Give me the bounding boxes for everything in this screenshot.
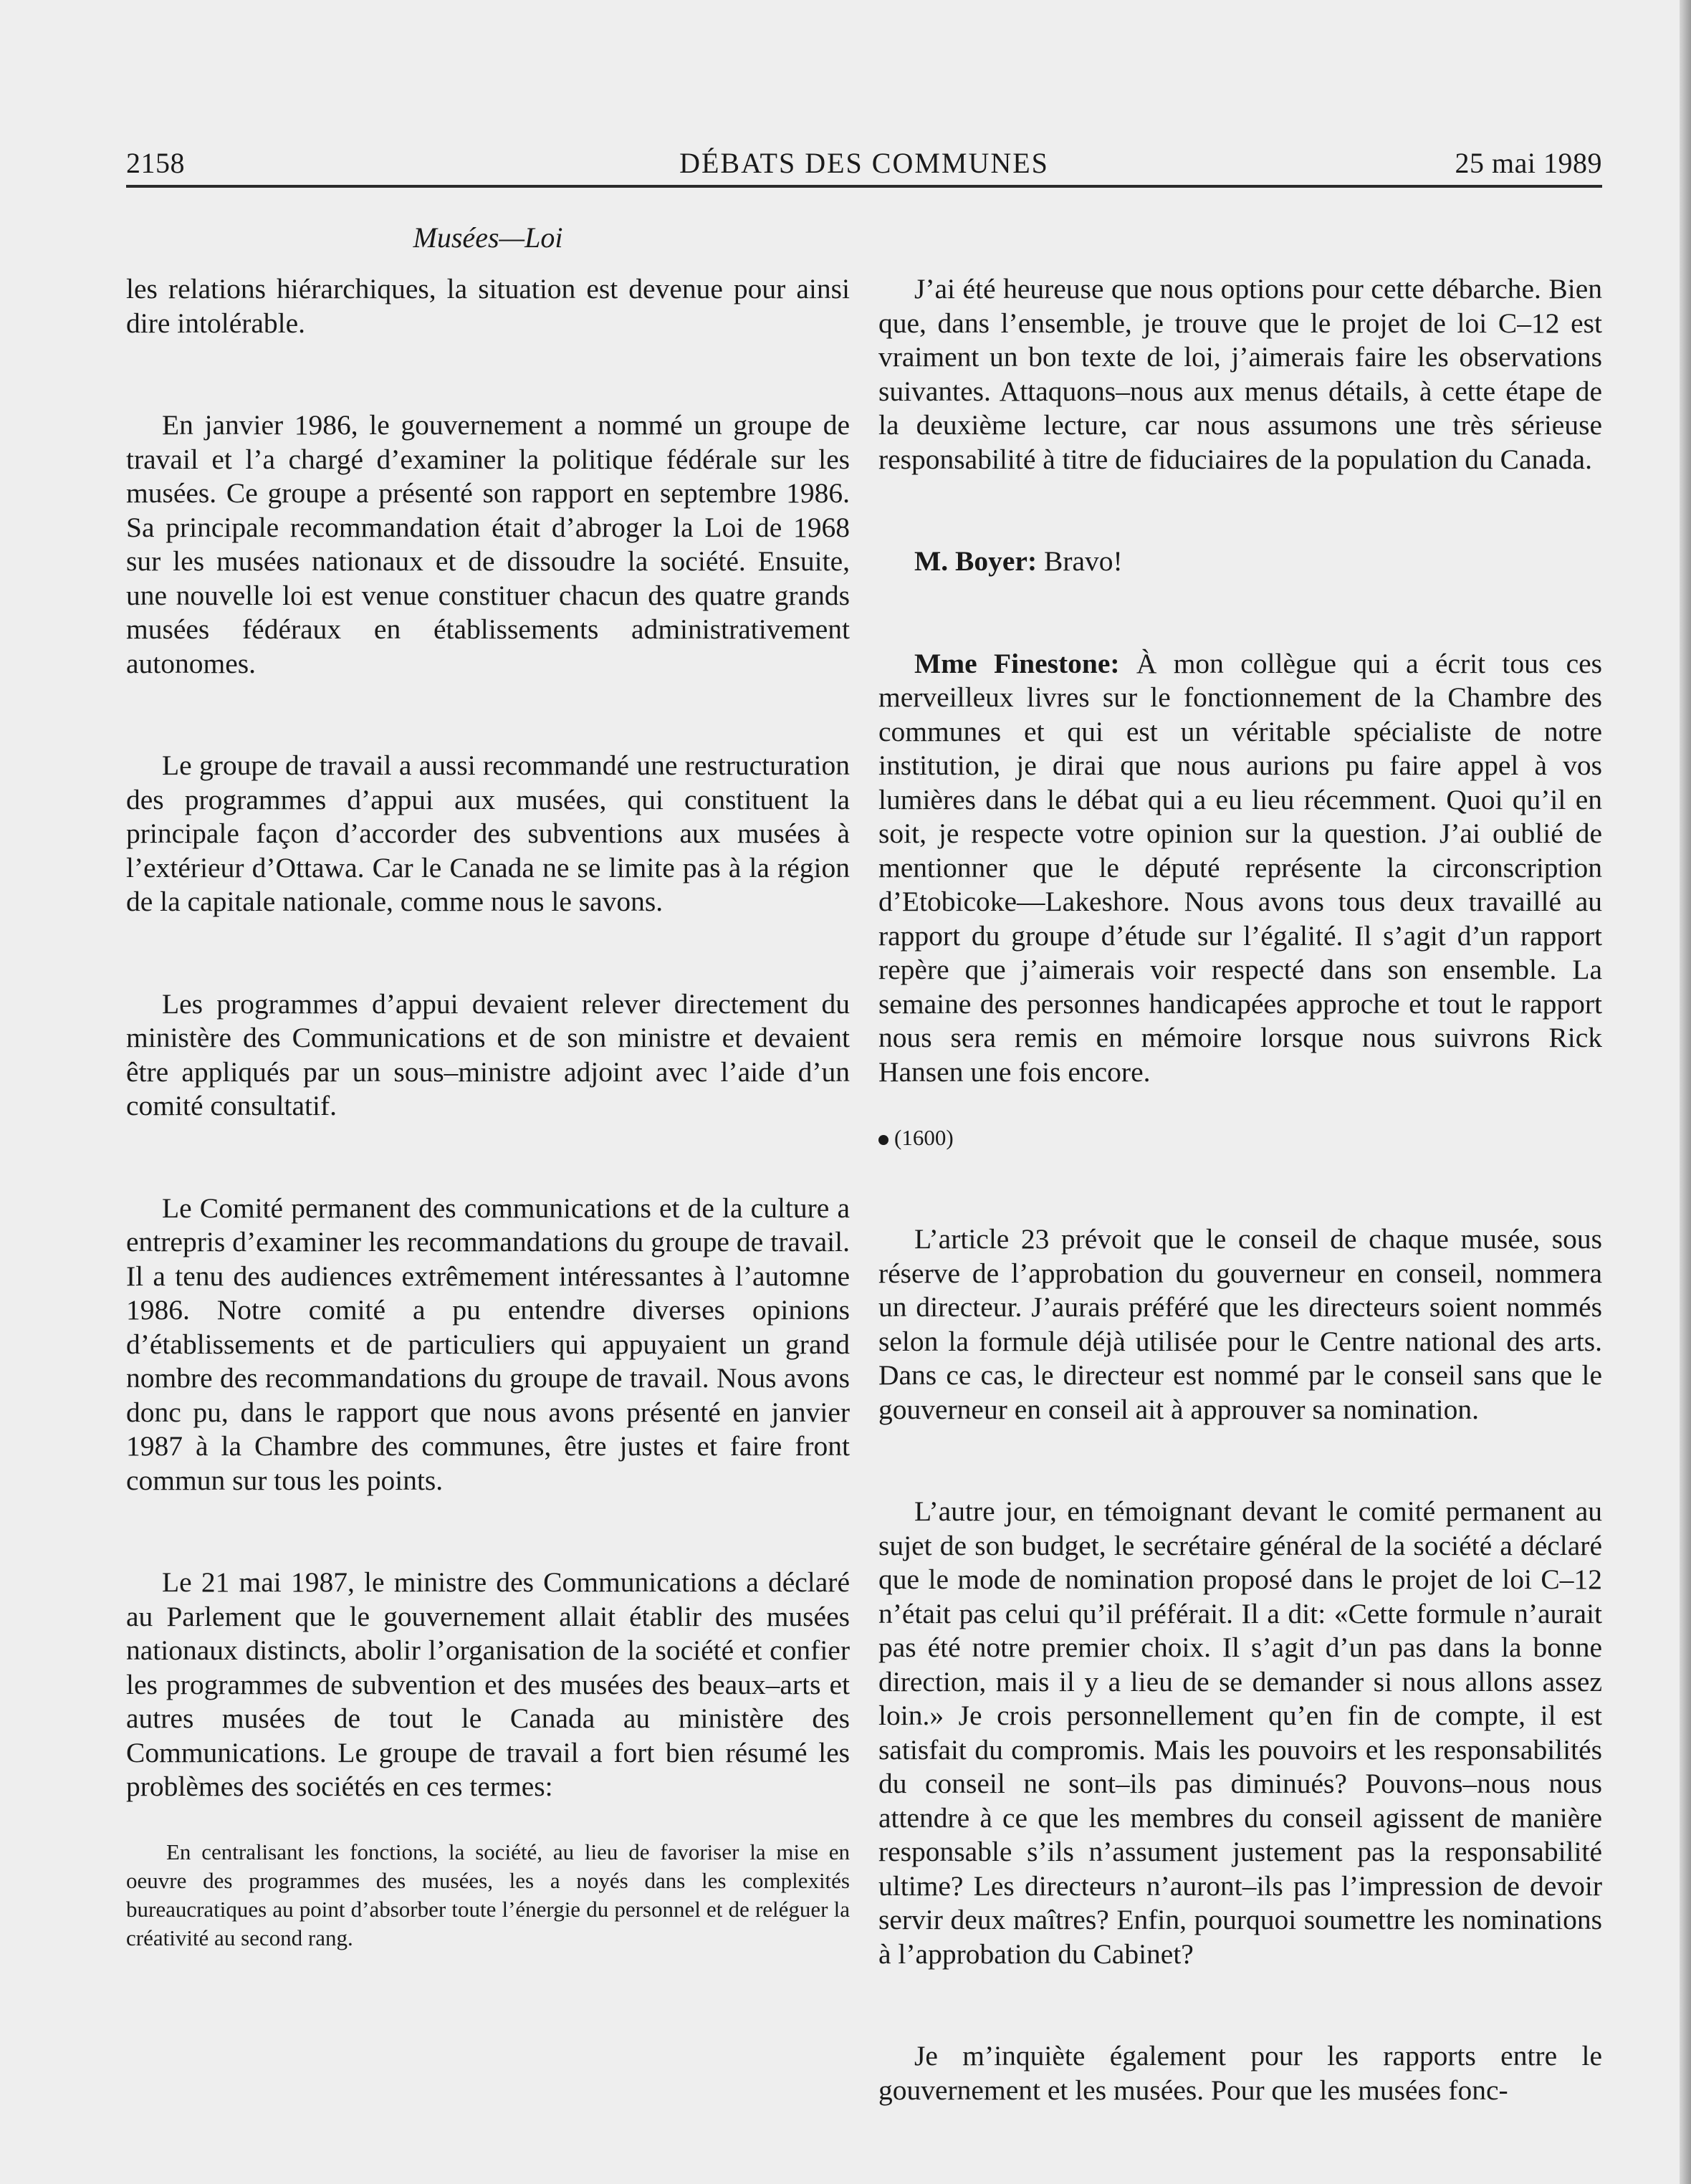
paragraph: Les programmes d’appui devaient relever directement du ministère des Communications et de son ministre et devaient être appliqués par un sous–ministre adjoint avec l’aide d’un comité consultatif. [126, 987, 850, 1121]
bullet-icon [878, 1135, 888, 1145]
page-edge-shadow [1680, 0, 1691, 2184]
timestamp-text: (1600) [894, 1125, 954, 1150]
timestamp [878, 1124, 1602, 1152]
paragraph: Je m’inquiète également pour les rapports entre le gouvernement et les musées. Pour que les musées fonc- [878, 2040, 1602, 2106]
speaker-name: Mme Finestone: [914, 647, 1120, 679]
speech-text: Bravo! [1043, 545, 1123, 577]
speech-text: À mon collègue qui a écrit tous ces merveilleux livres sur le fonctionnement de la Chambre des communes et qui est un véritable spécialiste de notre institution, je dirai que nous aurions pu faire appel à vos lumières dans le débat qui a eu lieu récemment. Quoi qu’il en soit, je respecte votre opinion sur la question. J’ai oublié de mentionner que le député représente la circonscription d’Etobicoke—Lakeshore. Nous avons tous deux travaillé au rapport du groupe d’étude sur l’égalité. Il s’agit d’un rapport repère que j’aimerais voir respecté dans son ensemble. La semaine des personnes handicapées approche et tout le rapport nous sera remis en mémoire lorsque nous suivrons Rick Hansen une fois encore. [878, 647, 1603, 1088]
speaker-name: M. Boyer: [914, 545, 1038, 577]
right-column [878, 272, 1602, 2107]
block-quote [126, 1838, 850, 1953]
page-header [126, 140, 1602, 186]
paragraph: Le 21 mai 1987, le ministre des Communications a déclaré au Parlement que le gouvernement allait établir des musées nationaux distincts, abolir l’organisation de la société et confier les programmes de subvention et des musées des beaux–arts et autres musées de tout le Canada au ministère des Communications. Le groupe de travail a fort bien résumé les problèmes des sociétés en ces termes: [126, 1566, 850, 1802]
paragraph: Le Comité permanent des communications et de la culture a entrepris d’examiner les recommandations du groupe de travail. Il a tenu des audiences extrêmement intéressantes à l’automne 1986. Notre comité a pu entendre diverses opinions d’établissements et de particuliers qui appuyaient un grand nombre des recommandations du groupe de travail. Nous avons donc pu, dans le rapport que nous avons présenté en janvier 1987 à la Chambre des communes, être justes et faire front commun sur tous les points. [126, 1192, 850, 1496]
paragraph: L’article 23 prévoit que le conseil de chaque musée, sous réserve de l’approbation du gouverneur en conseil, nommera un directeur. J’aurais préféré que les directeurs soient nommés selon la formule déjà utilisée pour le Centre national des arts. Dans ce cas, le directeur est nommé par le conseil sans que le gouverneur en conseil ait à approuver sa nomination. [878, 1223, 1602, 1425]
running-head: Musées—Loi [413, 221, 563, 254]
header-rule [126, 185, 1602, 188]
speech-boyer [878, 545, 1602, 579]
paragraph: En janvier 1986, le gouvernement a nommé un groupe de travail et l’a chargé d’examiner la politique fédérale sur les musées. Ce groupe a présenté son rapport en septembre 1986. Sa principale recommandation était d’abroger la Loi de 1968 sur les musées nationaux et de dissoudre la société. Ensuite, une nouvelle loi est venue constituer chacun des quatre grands musées fédéraux en établissements administrativement autonomes. [126, 409, 850, 679]
paragraph: J’ai été heureuse que nous options pour cette débarche. Bien que, dans l’ensemble, je trouve que le projet de loi C–12 est vraiment un bon texte de loi, j’aimerais faire les observations suivantes. Attaquons–nous aux menus détails, à cette étape de la deuxième lecture, car nous assumons une très sérieuse responsabilité à titre de fiduciaires de la population du Canada. [878, 273, 1602, 475]
page-number: 2158 [126, 147, 185, 179]
left-column [126, 272, 850, 1953]
quote-text: En centralisant les fonctions, la société, au lieu de favoriser la mise en oeuvre des programmes des musées, les a noyés dans les complexités bureaucratiques au point d’absorber toute l’énergie du personnel et de reléguer la créativité au second rang. [126, 1839, 850, 1950]
paragraph: L’autre jour, en témoignant devant le comité permanent au sujet de son budget, le secrétaire général de la société a déclaré que le mode de nomination proposé dans le projet de loi C–12 n’était pas celui qu’il préférait. Il a dit: «Cette formule n’aurait pas été notre premier choix. Il s’agit d’un pas dans la bonne direction, mais il y a lieu de se demander si nous allons assez loin.» Je crois personnellement qu’en fin de compte, il est satisfait du compromis. Mais les pouvoirs et les responsabilités du conseil ne sont–ils pas diminués? Pouvons–nous nous attendre à ce que les membres du conseil agissent de manière responsable s’ils n’assument justement pas la responsabilité ultime? Les directeurs n’auront–ils pas l’impression de devoir servir deux maîtres? Enfin, pourquoi soumettre les nominations à l’approbation du Cabinet? [878, 1495, 1602, 1970]
speech-finestone [878, 647, 1602, 1090]
paragraph: Le groupe de travail a aussi recommandé une restructuration des programmes d’appui aux musées, qui constituent la principale façon d’accorder des subventions aux musées à l’extérieur d’Ottawa. Car le Canada ne se limite pas à la région de la capitale nationale, comme nous le savons. [126, 749, 850, 917]
paragraph: les relations hiérarchiques, la situation est devenue pour ainsi dire intolérable. [126, 273, 850, 339]
journal-title: DÉBATS DES COMMUNES [679, 147, 1049, 179]
header-date: 25 mai 1989 [1455, 147, 1602, 179]
